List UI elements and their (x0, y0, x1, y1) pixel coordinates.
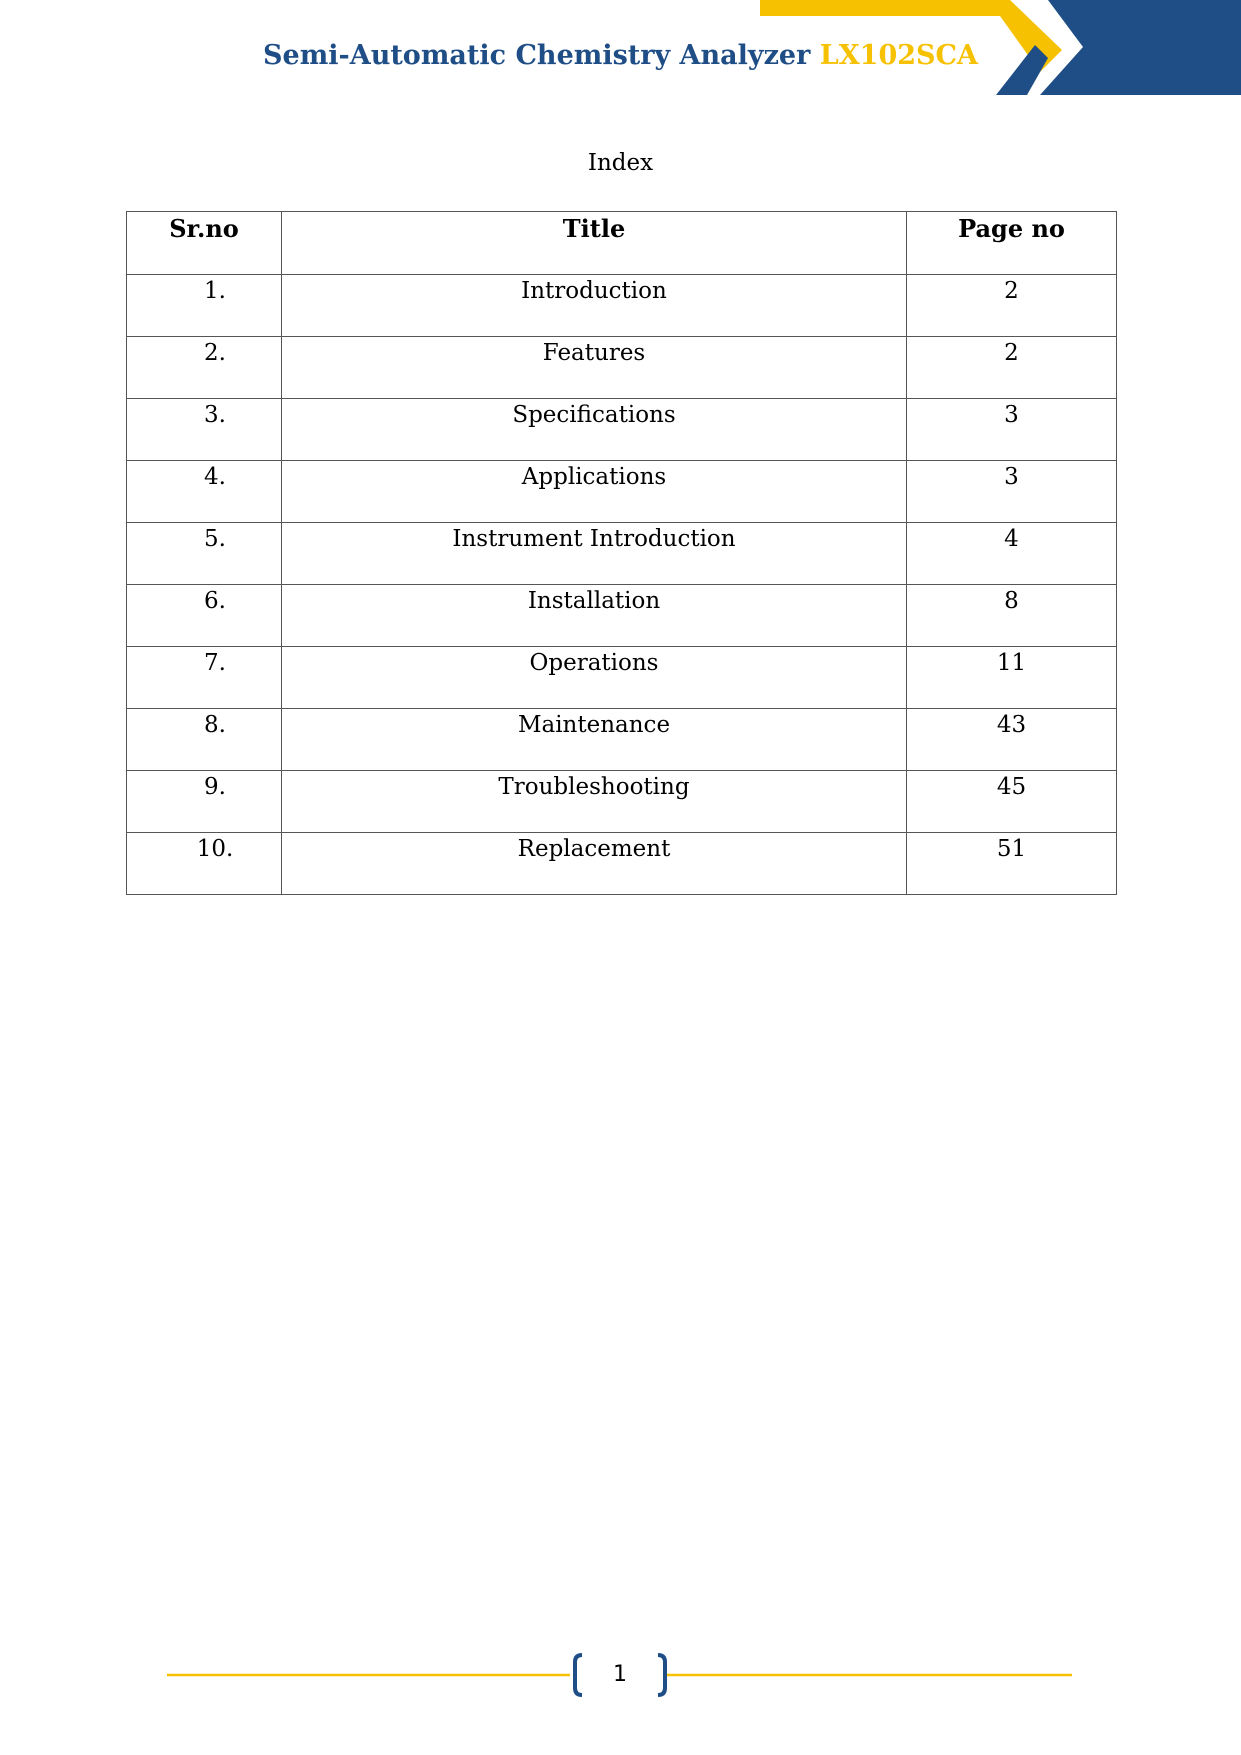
table-row (127, 833, 1117, 895)
row-page-no: 11 (907, 647, 1117, 709)
row-sr-no: 2. (127, 337, 282, 399)
row-sr-no: 10. (127, 833, 282, 895)
index-heading: Index (587, 150, 654, 176)
row-title: Replacement (282, 833, 907, 895)
row-page-no: 51 (907, 833, 1117, 895)
row-sr-no: 9. (127, 771, 282, 833)
table-row (127, 461, 1117, 523)
row-title: Maintenance (282, 709, 907, 771)
row-title: Specifications (282, 399, 907, 461)
row-sr-no: 6. (127, 585, 282, 647)
table-row (127, 585, 1117, 647)
footer-bracket-left (575, 1655, 582, 1695)
row-page-no: 3 (907, 399, 1117, 461)
header-title-model: LX102SCA (819, 40, 978, 71)
column-header-title: Title (282, 212, 907, 275)
table-row (127, 399, 1117, 461)
table-row (127, 709, 1117, 771)
index-table (126, 211, 1117, 895)
document-header-title (0, 40, 1241, 71)
row-title: Features (282, 337, 907, 399)
row-sr-no: 7. (127, 647, 282, 709)
header-title-main: Semi-Automatic Chemistry Analyzer (263, 40, 811, 71)
row-sr-no: 4. (127, 461, 282, 523)
footer-bracket-right (658, 1655, 665, 1695)
row-page-no: 45 (907, 771, 1117, 833)
row-page-no: 8 (907, 585, 1117, 647)
row-sr-no: 8. (127, 709, 282, 771)
table-row (127, 275, 1117, 337)
row-sr-no: 1. (127, 275, 282, 337)
row-page-no: 2 (907, 337, 1117, 399)
table-row (127, 337, 1117, 399)
row-title: Applications (282, 461, 907, 523)
row-page-no: 3 (907, 461, 1117, 523)
row-sr-no: 3. (127, 399, 282, 461)
column-header-page-no: Page no (907, 212, 1117, 275)
row-page-no: 4 (907, 523, 1117, 585)
row-title: Troubleshooting (282, 771, 907, 833)
row-title: Introduction (282, 275, 907, 337)
row-title: Operations (282, 647, 907, 709)
row-page-no: 2 (907, 275, 1117, 337)
table-header-row (127, 212, 1117, 275)
row-sr-no: 5. (127, 523, 282, 585)
row-title: Installation (282, 585, 907, 647)
table-row (127, 771, 1117, 833)
column-header-sr-no: Sr.no (127, 212, 282, 275)
page-number: 1 (613, 1662, 627, 1687)
table-row (127, 647, 1117, 709)
table-row (127, 523, 1117, 585)
row-title: Instrument Introduction (282, 523, 907, 585)
row-page-no: 43 (907, 709, 1117, 771)
